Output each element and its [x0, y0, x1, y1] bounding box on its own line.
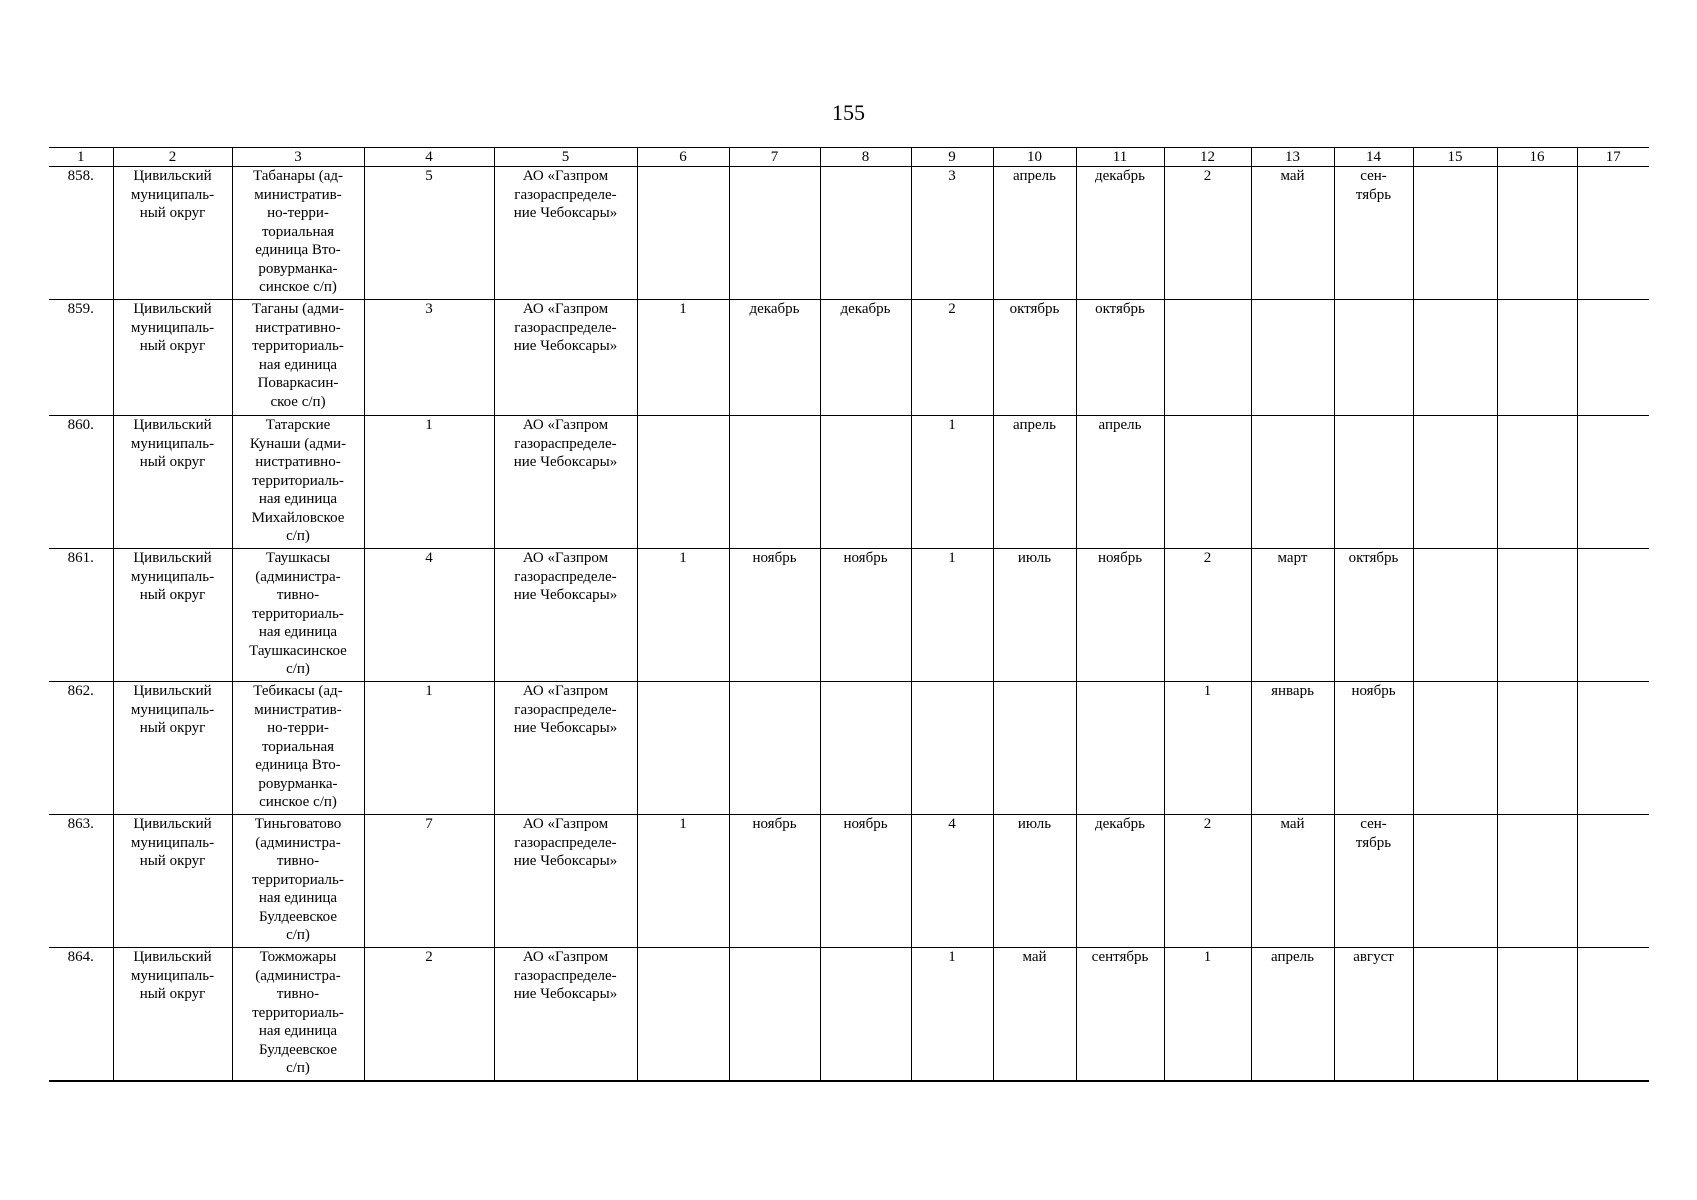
table-cell-col-9: 1 — [911, 549, 993, 682]
table-cell-col-15 — [1413, 948, 1497, 1081]
table-cell-col-2: Цивильский муниципаль- ный округ — [113, 167, 232, 300]
table-row — [49, 416, 1649, 549]
table-cell-col-9: 2 — [911, 300, 993, 416]
data-table — [49, 147, 1649, 1082]
table-cell-col-1: 863. — [49, 815, 113, 948]
table-cell-col-13: май — [1251, 167, 1334, 300]
table-cell-col-9: 3 — [911, 167, 993, 300]
table-cell-col-8: декабрь — [820, 300, 911, 416]
table-cell-col-14 — [1334, 416, 1413, 549]
table-cell-col-10: апрель — [993, 416, 1076, 549]
table-cell-col-7 — [729, 948, 820, 1081]
table-cell-col-9 — [911, 682, 993, 815]
column-header-9: 9 — [911, 148, 993, 167]
table-cell-col-5: АО «Газпром газораспределе- ние Чебоксары» — [494, 948, 637, 1081]
table-cell-col-11: декабрь — [1076, 167, 1164, 300]
table-cell-col-2: Цивильский муниципаль- ный округ — [113, 300, 232, 416]
table-cell-col-4: 5 — [364, 167, 494, 300]
table-cell-col-15 — [1413, 167, 1497, 300]
table-cell-col-11: сентябрь — [1076, 948, 1164, 1081]
table-cell-col-5: АО «Газпром газораспределе- ние Чебоксары» — [494, 300, 637, 416]
table-cell-col-16 — [1497, 815, 1577, 948]
table-cell-col-2: Цивильский муниципаль- ный округ — [113, 416, 232, 549]
column-header-14: 14 — [1334, 148, 1413, 167]
table-cell-col-2: Цивильский муниципаль- ный округ — [113, 948, 232, 1081]
page-number: 155 — [832, 100, 865, 125]
table-cell-col-15 — [1413, 549, 1497, 682]
table-row — [49, 815, 1649, 948]
column-header-2: 2 — [113, 148, 232, 167]
table-cell-col-11: октябрь — [1076, 300, 1164, 416]
column-header-8: 8 — [820, 148, 911, 167]
table-cell-col-6: 1 — [637, 815, 729, 948]
table-cell-col-1: 858. — [49, 167, 113, 300]
table-cell-col-6: 1 — [637, 300, 729, 416]
column-header-13: 13 — [1251, 148, 1334, 167]
table-cell-col-12: 2 — [1164, 549, 1251, 682]
column-header-15: 15 — [1413, 148, 1497, 167]
table-cell-col-14 — [1334, 300, 1413, 416]
table-cell-col-12 — [1164, 300, 1251, 416]
table-cell-col-10 — [993, 682, 1076, 815]
table-cell-col-7 — [729, 682, 820, 815]
table-cell-col-4: 1 — [364, 682, 494, 815]
table-cell-col-14: август — [1334, 948, 1413, 1081]
table-cell-col-4: 3 — [364, 300, 494, 416]
table-cell-col-17 — [1577, 815, 1649, 948]
table-cell-col-12 — [1164, 416, 1251, 549]
table-cell-col-1: 860. — [49, 416, 113, 549]
table-cell-col-3: Тебикасы (ад- министратив- но-терри- ториальная единица Вто- ровурманка- синское с/п) — [232, 682, 364, 815]
table-cell-col-15 — [1413, 815, 1497, 948]
column-header-7: 7 — [729, 148, 820, 167]
column-header-1: 1 — [49, 148, 113, 167]
table-cell-col-17 — [1577, 549, 1649, 682]
table-cell-col-12: 2 — [1164, 815, 1251, 948]
table-cell-col-11: апрель — [1076, 416, 1164, 549]
table-cell-col-12: 1 — [1164, 682, 1251, 815]
table-cell-col-9: 1 — [911, 416, 993, 549]
table-cell-col-3: Табанары (ад- министратив- но-терри- ториальная единица Вто- ровурманка- синское с/п) — [232, 167, 364, 300]
table-cell-col-13 — [1251, 300, 1334, 416]
table-cell-col-16 — [1497, 948, 1577, 1081]
table-cell-col-5: АО «Газпром газораспределе- ние Чебоксары» — [494, 167, 637, 300]
column-header-6: 6 — [637, 148, 729, 167]
table-cell-col-1: 864. — [49, 948, 113, 1081]
table-cell-col-7 — [729, 167, 820, 300]
table-cell-col-3: Таушкасы (администра- тивно- территориаль- ная единица Таушкасинское с/п) — [232, 549, 364, 682]
table-cell-col-3: Тожможары (администра- тивно- территориаль- ная единица Булдеевское с/п) — [232, 948, 364, 1081]
table-cell-col-10: май — [993, 948, 1076, 1081]
table-cell-col-17 — [1577, 167, 1649, 300]
table-cell-col-16 — [1497, 167, 1577, 300]
table-cell-col-6 — [637, 948, 729, 1081]
table-cell-col-4: 7 — [364, 815, 494, 948]
table-cell-col-5: АО «Газпром газораспределе- ние Чебоксары» — [494, 416, 637, 549]
column-header-11: 11 — [1076, 148, 1164, 167]
table-cell-col-3: Татарские Кунаши (адми- нистративно- территориаль- ная единица Михайловское с/п) — [232, 416, 364, 549]
table-cell-col-16 — [1497, 549, 1577, 682]
column-header-10: 10 — [993, 148, 1076, 167]
table-cell-col-8 — [820, 948, 911, 1081]
table-cell-col-2: Цивильский муниципаль- ный округ — [113, 815, 232, 948]
table-cell-col-5: АО «Газпром газораспределе- ние Чебоксары» — [494, 815, 637, 948]
table-row — [49, 167, 1649, 300]
table-row — [49, 948, 1649, 1081]
table-cell-col-16 — [1497, 416, 1577, 549]
column-header-12: 12 — [1164, 148, 1251, 167]
table-cell-col-11: декабрь — [1076, 815, 1164, 948]
table-cell-col-10: октябрь — [993, 300, 1076, 416]
table-cell-col-3: Тиньговатово (администра- тивно- территориаль- ная единица Булдеевское с/п) — [232, 815, 364, 948]
table-row — [49, 682, 1649, 815]
column-header-3: 3 — [232, 148, 364, 167]
table-cell-col-8 — [820, 416, 911, 549]
table-cell-col-1: 862. — [49, 682, 113, 815]
table-cell-col-17 — [1577, 682, 1649, 815]
table-cell-col-17 — [1577, 416, 1649, 549]
table-cell-col-13: март — [1251, 549, 1334, 682]
table-cell-col-12: 1 — [1164, 948, 1251, 1081]
table-cell-col-4: 4 — [364, 549, 494, 682]
table-cell-col-2: Цивильский муниципаль- ный округ — [113, 682, 232, 815]
column-header-5: 5 — [494, 148, 637, 167]
table-cell-col-16 — [1497, 300, 1577, 416]
table-cell-col-6 — [637, 416, 729, 549]
table-cell-col-7: ноябрь — [729, 549, 820, 682]
table-cell-col-16 — [1497, 682, 1577, 815]
table-cell-col-1: 859. — [49, 300, 113, 416]
table-cell-col-2: Цивильский муниципаль- ный округ — [113, 549, 232, 682]
table-cell-col-13: май — [1251, 815, 1334, 948]
column-header-4: 4 — [364, 148, 494, 167]
table-cell-col-14: октябрь — [1334, 549, 1413, 682]
table-cell-col-11 — [1076, 682, 1164, 815]
table-cell-col-13 — [1251, 416, 1334, 549]
table-cell-col-9: 4 — [911, 815, 993, 948]
table-cell-col-10: июль — [993, 815, 1076, 948]
table-cell-col-8: ноябрь — [820, 815, 911, 948]
table-cell-col-8 — [820, 682, 911, 815]
table-cell-col-10: апрель — [993, 167, 1076, 300]
table-cell-col-11: ноябрь — [1076, 549, 1164, 682]
table-cell-col-17 — [1577, 948, 1649, 1081]
table-cell-col-12: 2 — [1164, 167, 1251, 300]
column-header-16: 16 — [1497, 148, 1577, 167]
table-row — [49, 549, 1649, 682]
table-cell-col-5: АО «Газпром газораспределе- ние Чебоксары» — [494, 549, 637, 682]
table-cell-col-7: ноябрь — [729, 815, 820, 948]
table-cell-col-14: сен- тябрь — [1334, 167, 1413, 300]
table-row — [49, 300, 1649, 416]
table-cell-col-6 — [637, 682, 729, 815]
table-cell-col-13: январь — [1251, 682, 1334, 815]
table-cell-col-6 — [637, 167, 729, 300]
table-cell-col-13: апрель — [1251, 948, 1334, 1081]
table-cell-col-15 — [1413, 682, 1497, 815]
table-cell-col-14: сен- тябрь — [1334, 815, 1413, 948]
table-cell-col-14: ноябрь — [1334, 682, 1413, 815]
table-cell-col-6: 1 — [637, 549, 729, 682]
table-cell-col-4: 1 — [364, 416, 494, 549]
column-header-17: 17 — [1577, 148, 1649, 167]
header-row — [49, 148, 1649, 167]
table-cell-col-7: декабрь — [729, 300, 820, 416]
table-cell-col-17 — [1577, 300, 1649, 416]
table-cell-col-7 — [729, 416, 820, 549]
table-cell-col-15 — [1413, 416, 1497, 549]
table-cell-col-8 — [820, 167, 911, 300]
table-cell-col-3: Таганы (адми- нистративно- территориаль- ная единица Поваркасин- ское с/п) — [232, 300, 364, 416]
table-cell-col-10: июль — [993, 549, 1076, 682]
table-cell-col-15 — [1413, 300, 1497, 416]
table-cell-col-8: ноябрь — [820, 549, 911, 682]
table-cell-col-4: 2 — [364, 948, 494, 1081]
table-cell-col-5: АО «Газпром газораспределе- ние Чебоксары» — [494, 682, 637, 815]
table-cell-col-1: 861. — [49, 549, 113, 682]
table-cell-col-9: 1 — [911, 948, 993, 1081]
